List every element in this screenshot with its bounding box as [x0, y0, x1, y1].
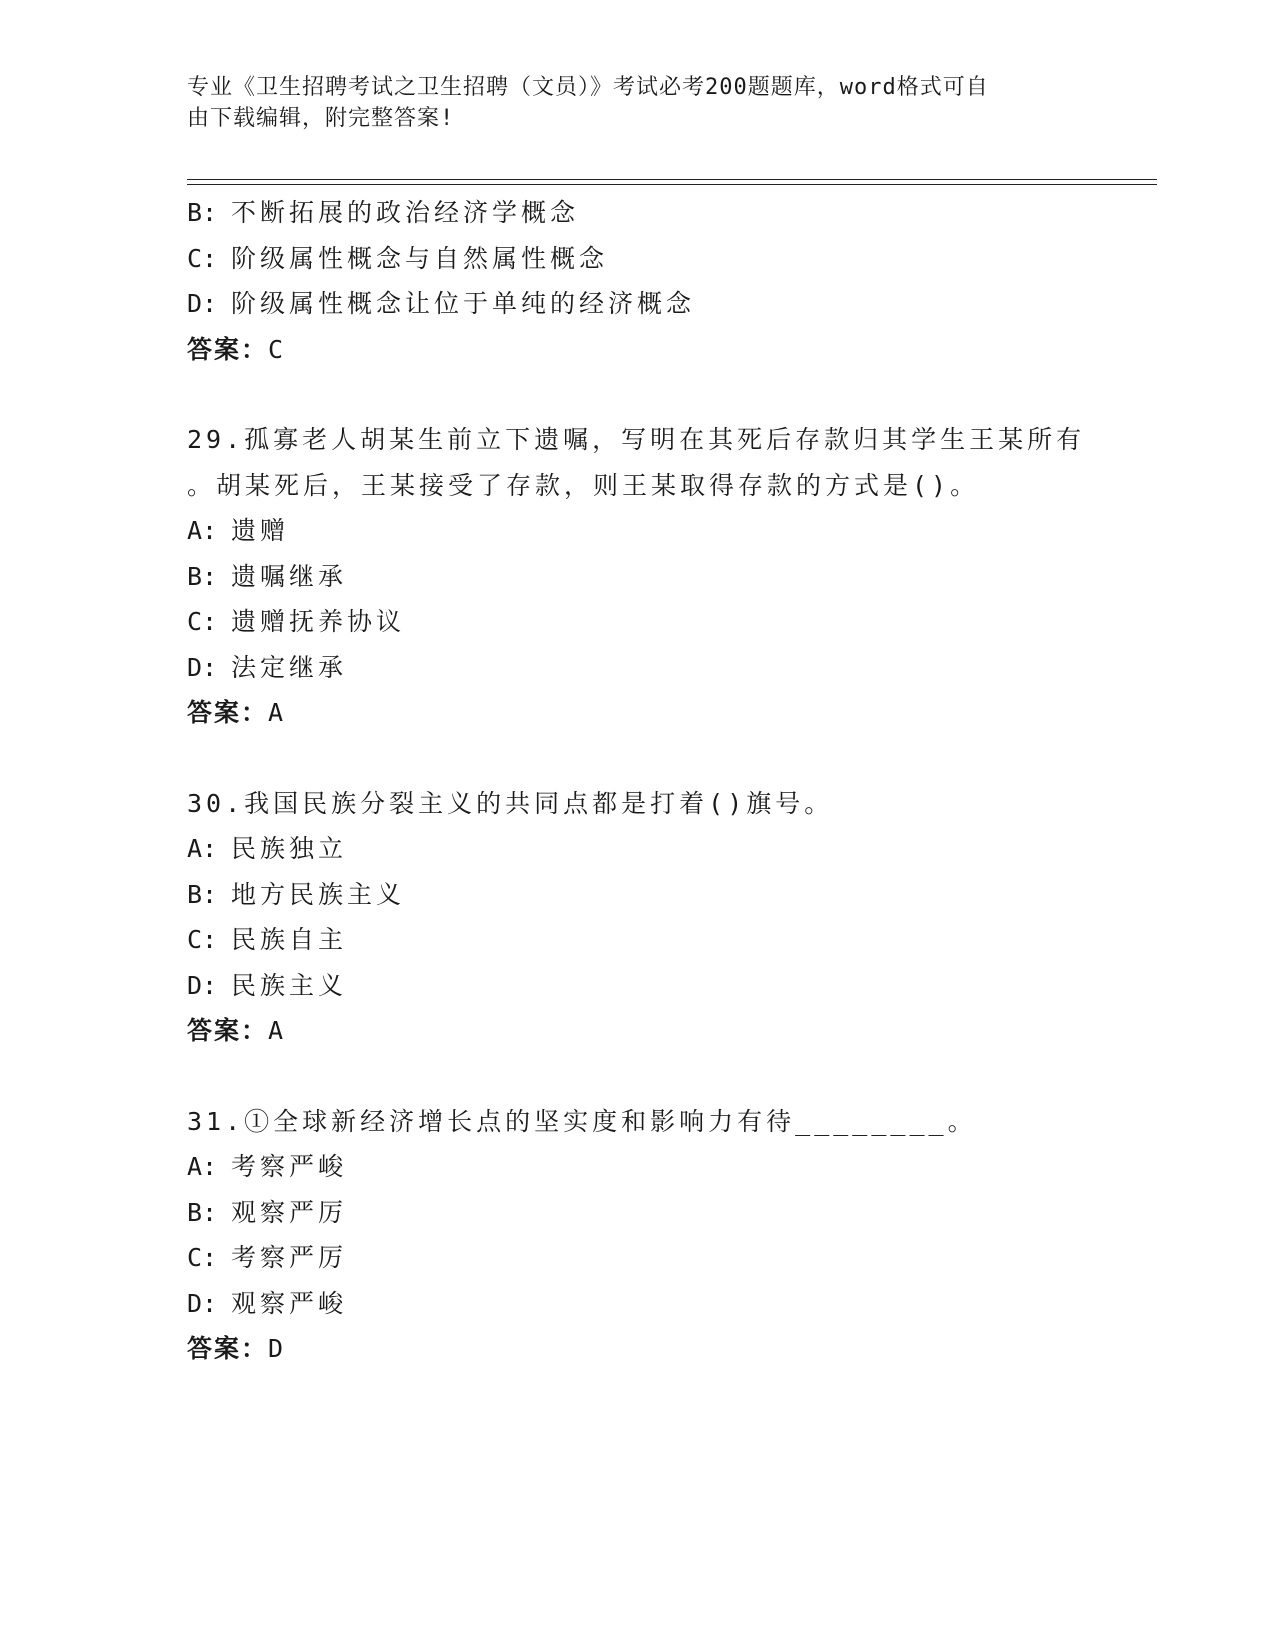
- header-line-1: 专业《卫生招聘考试之卫生招聘（文员）》考试必考200题题库，word格式可自: [187, 75, 989, 100]
- answer-line: [187, 1008, 1087, 1054]
- question-stem: [187, 417, 1087, 508]
- option-text: 阶级属性概念与自然属性概念: [231, 243, 609, 273]
- option-text: 民族主义: [231, 970, 348, 1000]
- option-text: 民族独立: [231, 834, 348, 863]
- option-text: 遗赠抚养协议: [231, 607, 406, 636]
- option-d: [187, 1281, 1087, 1327]
- answer-value: C: [268, 334, 286, 364]
- question-29: [187, 417, 1087, 736]
- option-key: B:: [187, 198, 218, 227]
- answer-label: 答案：: [187, 1334, 269, 1363]
- option-b: [187, 554, 1087, 600]
- option-b: [187, 1190, 1087, 1236]
- question-stem-line-1: 31.①全球新经济增长点的坚实度和影响力有待________。: [187, 1106, 977, 1136]
- question-stem: [187, 781, 1087, 827]
- option-key: D:: [187, 289, 218, 318]
- option-key: C:: [187, 1243, 218, 1272]
- option-text: 民族自主: [231, 925, 348, 954]
- option-key: B:: [187, 561, 218, 591]
- option-d: [187, 963, 1087, 1009]
- option-d: [187, 645, 1087, 691]
- option-text: 阶级属性概念让位于单纯的经济概念: [231, 289, 696, 318]
- document-header: [187, 72, 1067, 134]
- option-a: [187, 1144, 1087, 1190]
- option-key: B:: [187, 879, 218, 909]
- option-text: 观察严厉: [231, 1197, 348, 1227]
- question-stem-line-1: 29.孤寡老人胡某生前立下遗嘱，写明在其死后存款归其学生王某所有: [187, 425, 1086, 454]
- header-divider-bottom: [187, 184, 1157, 185]
- option-text: 法定继承: [231, 652, 348, 682]
- question-31: [187, 1099, 1087, 1372]
- option-text: 地方民族主义: [231, 879, 406, 909]
- option-key: D:: [187, 970, 218, 1000]
- option-b: [187, 872, 1087, 918]
- option-text: 观察严峻: [231, 1288, 348, 1318]
- header-divider-top: [187, 179, 1157, 180]
- option-c: [187, 236, 1087, 282]
- option-key: A:: [187, 1152, 218, 1181]
- answer-label: 答案：: [187, 698, 269, 727]
- answer-line: [187, 1326, 1087, 1372]
- question-stem-line-1: 30.我国民族分裂主义的共同点都是打着()旗号。: [187, 788, 834, 818]
- answer-value: D: [268, 1334, 286, 1363]
- answer-label: 答案：: [187, 334, 269, 364]
- option-c: [187, 917, 1087, 963]
- question-list: [187, 190, 1087, 1372]
- option-d: [187, 281, 1087, 327]
- option-a: [187, 508, 1087, 554]
- option-text: 遗赠: [231, 516, 290, 545]
- header-line-2: 由下载编辑，附完整答案!: [187, 106, 455, 131]
- option-key: A:: [187, 516, 218, 545]
- option-c: [187, 1235, 1087, 1281]
- option-text: 考察严峻: [231, 1152, 348, 1181]
- option-key: C:: [187, 243, 218, 273]
- option-key: D:: [187, 1288, 218, 1318]
- answer-value: A: [268, 1016, 286, 1045]
- answer-label: 答案：: [187, 1016, 269, 1045]
- option-key: D:: [187, 652, 218, 682]
- question-stem-line-2: 。胡某死后，王某接受了存款，则王某取得存款的方式是()。: [187, 470, 980, 500]
- question-stem: [187, 1099, 1087, 1145]
- answer-line: [187, 690, 1087, 736]
- answer-value: A: [268, 698, 286, 727]
- answer-line: [187, 327, 1087, 373]
- option-c: [187, 599, 1087, 645]
- option-a: [187, 826, 1087, 872]
- option-text: 考察严厉: [231, 1243, 348, 1272]
- option-key: B:: [187, 1197, 218, 1227]
- option-text: 不断拓展的政治经济学概念: [231, 198, 580, 227]
- option-key: A:: [187, 834, 218, 863]
- option-key: C:: [187, 925, 218, 954]
- option-b: [187, 190, 1087, 236]
- option-text: 遗嘱继承: [231, 561, 348, 591]
- option-key: C:: [187, 607, 218, 636]
- question-fragment: [187, 190, 1087, 372]
- question-30: [187, 781, 1087, 1054]
